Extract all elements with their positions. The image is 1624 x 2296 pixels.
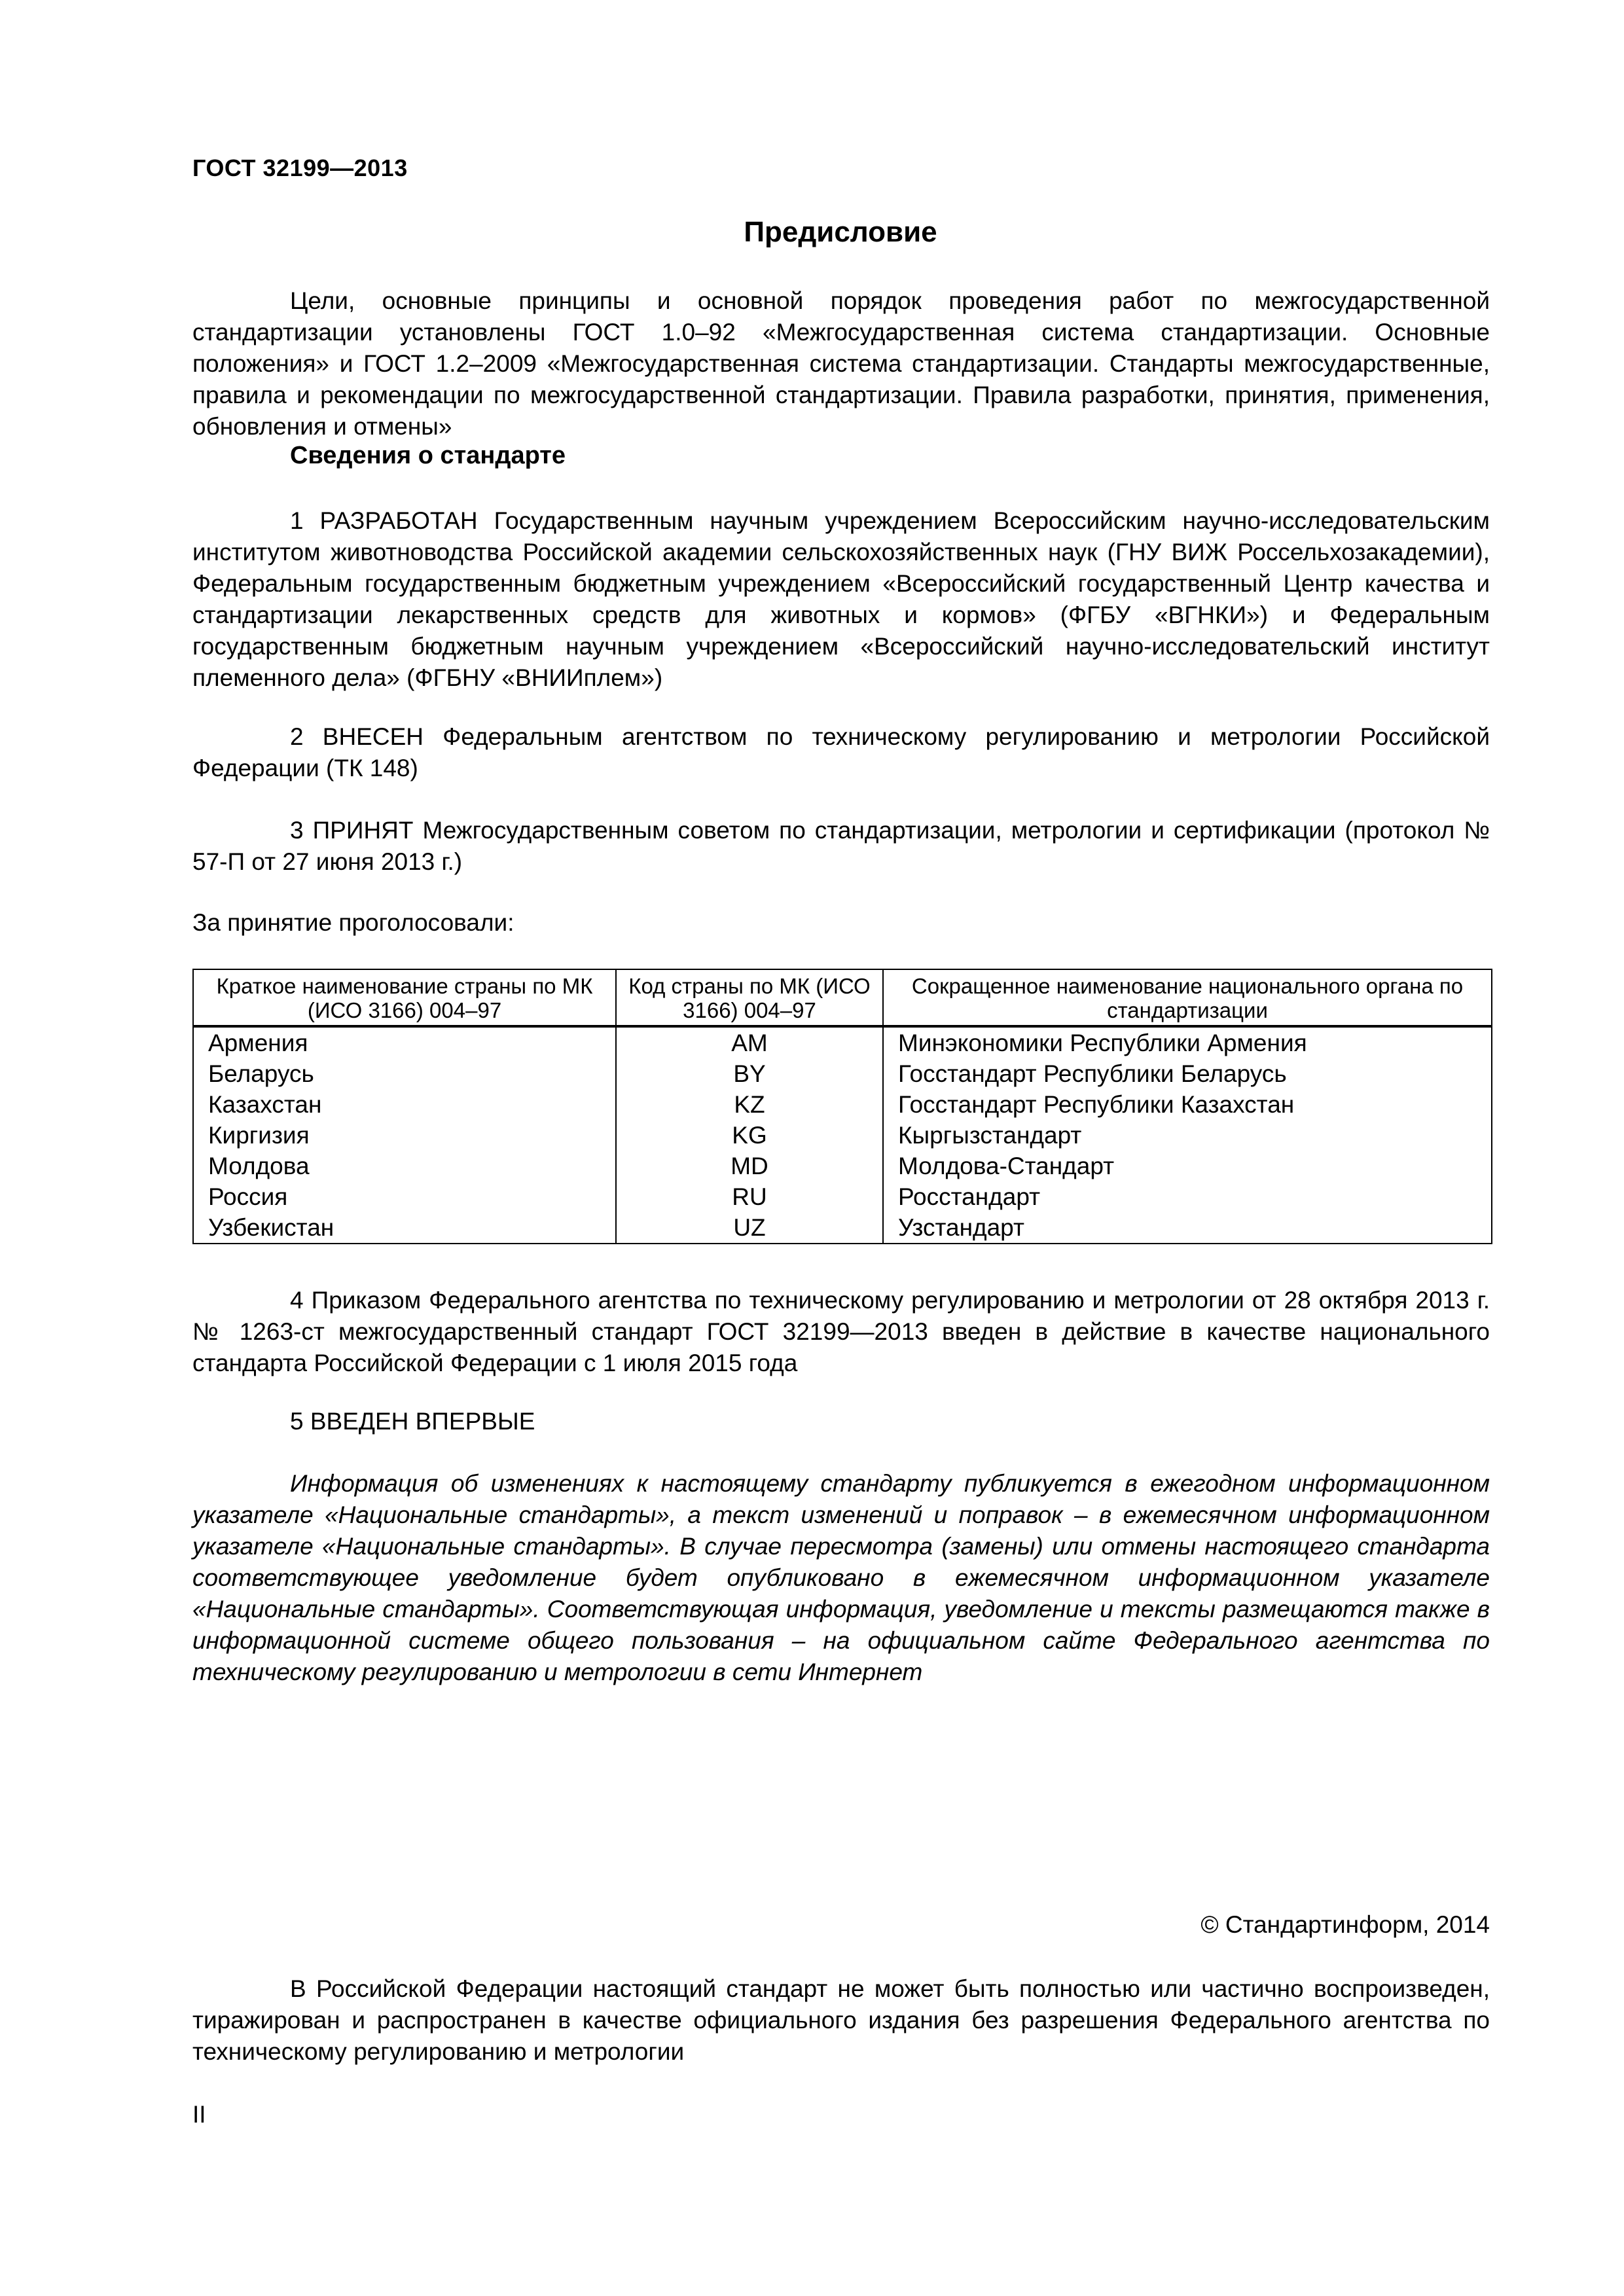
country-code-cell: RU: [616, 1181, 883, 1212]
voting-countries-table: [192, 969, 1492, 1244]
country-name-cell: Молдова: [193, 1151, 616, 1181]
country-name-cell: Беларусь: [193, 1058, 616, 1089]
country-code-cell: BY: [616, 1058, 883, 1089]
national-body-cell: Кыргызстандарт: [883, 1120, 1492, 1151]
country-code-cell: KG: [616, 1120, 883, 1151]
column-header-code: Код страны по МК (ИСО 3166) 004–97: [616, 969, 883, 1026]
standard-code: ГОСТ 32199—2013: [192, 154, 408, 181]
country-name-cell: Россия: [193, 1181, 616, 1212]
item-enacted-paragraph: 4 Приказом Федерального агентства по техническому регулированию и метрологии от 28 октября 2013 г. № 1263-ст межгосударственный стандарт ГОСТ 32199—2013 введен в действие в качестве национального стандарта Российской Федерации с 1 июля 2015 года: [192, 1287, 1490, 1376]
country-code-cell: KZ: [616, 1089, 883, 1120]
national-body-cell: Госстандарт Республики Беларусь: [883, 1058, 1492, 1089]
national-body-cell: Молдова-Стандарт: [883, 1151, 1492, 1181]
reproduction-notice-paragraph: В Российской Федерации настоящий стандарт не может быть полностью или частично воспроизведен, тиражирован и распространен в качестве официального издания без разрешения Федерального агентства по техническому регулированию и метрологии: [192, 1975, 1490, 2065]
table-row: [193, 1026, 1492, 1058]
country-code-cell: AM: [616, 1026, 883, 1058]
table-row: [193, 1212, 1492, 1244]
table-row: [193, 1181, 1492, 1212]
country-name-cell: Казахстан: [193, 1089, 616, 1120]
country-code-cell: UZ: [616, 1212, 883, 1244]
item-introduced-paragraph: 2 ВНЕСЕН Федеральным агентством по техническому регулированию и метрологии Российской Федерации (ТК 148): [192, 723, 1490, 781]
column-header-country: Краткое наименование страны по МК (ИСО 3166) 004–97: [193, 969, 616, 1026]
country-name-cell: Киргизия: [193, 1120, 616, 1151]
table-row: [193, 1089, 1492, 1120]
vote-label: За принятие проголосовали:: [192, 909, 514, 936]
table-row: [193, 1058, 1492, 1089]
column-header-body: Сокращенное наименование национального органа по стандартизации: [883, 969, 1492, 1026]
table-row: [193, 1151, 1492, 1181]
preface-intro-paragraph: Цели, основные принципы и основной порядок проведения работ по межгосударственной стандартизации установлены ГОСТ 1.0–92 «Межгосударственная система стандартизации. Основные положения» и ГОСТ 1.2–2009 «Межгосударственная система стандартизации. Стандарты межгосударственные, правила и рекомендации по межгосударственной стандартизации. Правила разработки, принятия, применения, обновления и отмены»: [192, 287, 1490, 440]
item-adopted-paragraph: 3 ПРИНЯТ Межгосударственным советом по стандартизации, метрологии и сертификации (протокол № 57-П от 27 июня 2013 г.): [192, 817, 1490, 875]
copyright-notice: © Стандартинформ, 2014: [1200, 1911, 1490, 1938]
preface-title: Предисловие: [744, 216, 937, 248]
national-body-cell: Росстандарт: [883, 1181, 1492, 1212]
country-code-cell: MD: [616, 1151, 883, 1181]
national-body-cell: Минэкономики Республики Армения: [883, 1026, 1492, 1058]
page-number: II: [192, 2101, 206, 2128]
item-developed-paragraph: 1 РАЗРАБОТАН Государственным научным учреждением Всероссийским научно-исследовательским институтом животноводства Российской академии сельскохозяйственных наук (ГНУ ВИЖ Россельхозакадемии), Федеральным государственным бюджетным учреждением «Всероссийский государственный Центр качества и стандартизации лекарственных средств для животных и кормов» (ФГБУ «ВГНКИ») и Федеральным государственным бюджетным научным учреждением «Всероссийский научно-исследовательский институт племенного дела» (ФГБНУ «ВНИИплем»): [192, 507, 1490, 691]
national-body-cell: Узстандарт: [883, 1212, 1492, 1244]
standard-info-subtitle: Сведения о стандарте: [290, 442, 566, 469]
national-body-cell: Госстандарт Республики Казахстан: [883, 1089, 1492, 1120]
amendments-info-paragraph: Информация об изменениях к настоящему стандарту публикуется в ежегодном информационном указателе «Национальные стандарты», а текст изменений и поправок – в ежемесячном информационном указателе «Национальные стандарты». В случае пересмотра (замены) или отмены настоящего стандарта соответствующее уведомление будет опубликовано в ежемесячном информационном указателе «Национальные стандарты». Соответствующая информация, уведомление и тексты размещаются также в информационной системе общего пользования – на официальном сайте Федерального агентства по техническому регулированию и метрологии в сети Интернет: [192, 1470, 1490, 1685]
table-header-row: [193, 969, 1492, 1026]
country-name-cell: Армения: [193, 1026, 616, 1058]
country-name-cell: Узбекистан: [193, 1212, 616, 1244]
table-row: [193, 1120, 1492, 1151]
item-first-introduced-paragraph: 5 ВВЕДЕН ВПЕРВЫЕ: [290, 1408, 535, 1435]
